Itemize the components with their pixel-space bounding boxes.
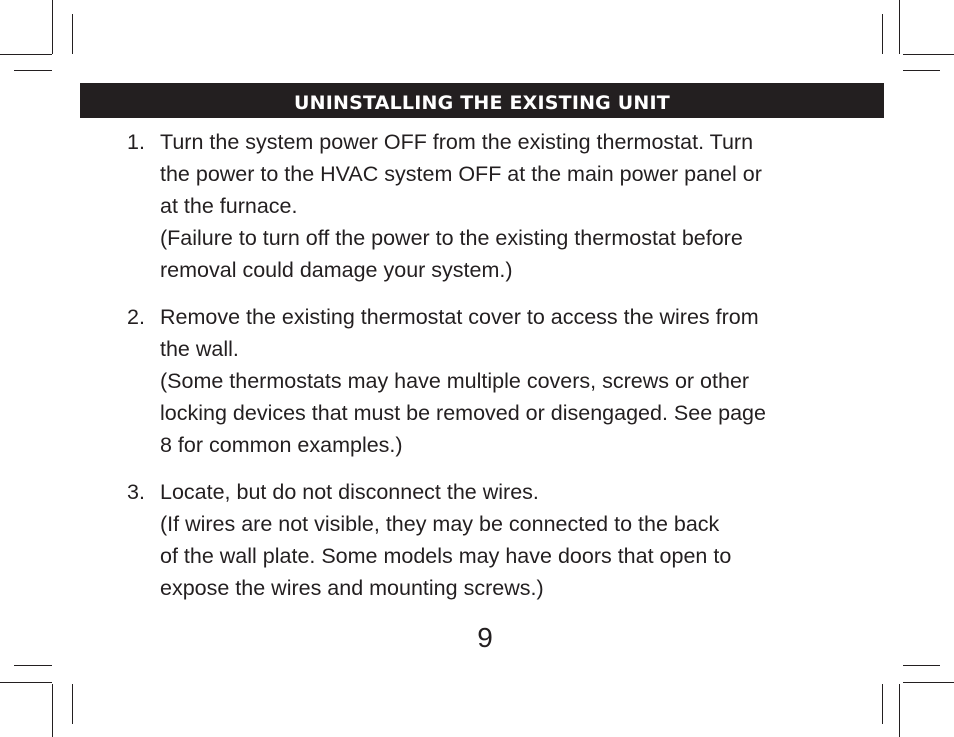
step-line: the power to the HVAC system OFF at the main power panel or [160, 162, 762, 186]
crop-mark [899, 0, 900, 54]
step-line: Turn the system power OFF from the existing thermostat. Turn [160, 130, 754, 154]
page-number: 9 [477, 622, 493, 653]
crop-mark [14, 70, 52, 71]
crop-mark [72, 14, 73, 54]
step-line: (Some thermostats may have multiple covers, screws or other [160, 369, 750, 393]
step-line: at the furnace. [160, 194, 298, 218]
step-line: locking devices that must be removed or disengaged. See page [160, 401, 766, 425]
crop-mark [0, 682, 52, 683]
crop-mark [52, 684, 53, 737]
crop-mark [899, 684, 900, 737]
step-line: 8 for common examples.) [160, 433, 403, 457]
crop-mark [14, 665, 52, 666]
step-text [160, 476, 731, 604]
step-text [160, 301, 766, 461]
crop-mark [882, 14, 883, 54]
crop-mark [903, 665, 940, 666]
crop-mark [882, 684, 883, 724]
step-line: Remove the existing thermostat cover to access the wires from [160, 305, 759, 329]
crop-mark [903, 682, 954, 683]
step-number: 2. [127, 305, 145, 329]
instruction-step [127, 301, 847, 461]
crop-mark [72, 684, 73, 724]
step-line: (Failure to turn off the power to the existing thermostat before [160, 226, 743, 250]
step-line: of the wall plate. Some models may have doors that open to [160, 544, 732, 568]
section-title: UNINSTALLING THE EXISTING UNIT [294, 91, 670, 114]
step-text [160, 126, 762, 286]
instruction-step [127, 126, 847, 286]
step-line: Locate, but do not disconnect the wires. [160, 480, 539, 504]
crop-mark [903, 70, 940, 71]
section-header-bar [80, 83, 884, 118]
step-line: (If wires are not visible, they may be connected to the back [160, 512, 720, 536]
step-line: expose the wires and mounting screws.) [160, 576, 544, 600]
crop-mark [0, 54, 52, 55]
instruction-step [127, 476, 847, 604]
crop-mark [903, 54, 954, 55]
step-line: removal could damage your system.) [160, 258, 513, 282]
instruction-list [127, 126, 847, 604]
step-number: 1. [127, 130, 145, 154]
step-number: 3. [127, 480, 145, 504]
step-line: the wall. [160, 337, 239, 361]
crop-mark [52, 0, 53, 54]
